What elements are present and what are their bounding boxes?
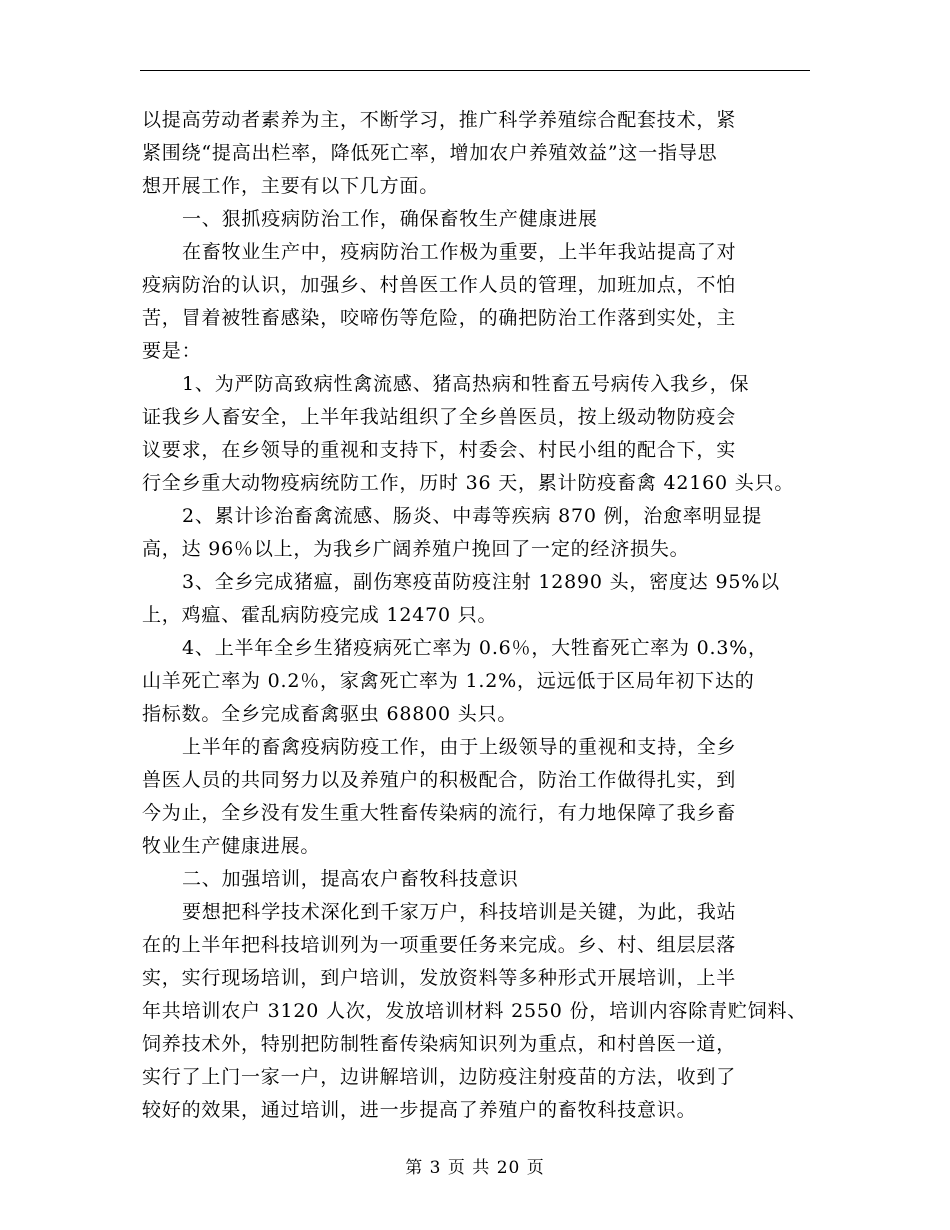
body-text	[142, 104, 832, 1127]
text-line: 较好的效果，通过培训，进一步提高了养殖户的畜牧科技意识。	[142, 1099, 697, 1121]
text-line: 上半年的畜禽疫病防疫工作，由于上级领导的重视和支持，全乡	[182, 736, 737, 758]
text-line: 议要求，在乡领导的重视和支持下，村委会、村民小组的配合下，实	[142, 439, 737, 461]
text-line: 牧业生产健康进展。	[142, 835, 321, 857]
text-line: 饲养技术外，特别把防制牲畜传染病知识列为重点，和村兽医一道，	[142, 1033, 737, 1055]
text-line: 疫病防治的认识，加强乡、村兽医工作人员的管理，加班加点，不怕	[142, 274, 737, 296]
text-line: 一、狠抓疫病防治工作，确保畜牧生产健康进展	[182, 208, 598, 230]
text-line: 高，达 96％以上，为我乡广阔养殖户挽回了一定的经济损失。	[142, 538, 690, 560]
text-line: 要是：	[142, 340, 202, 362]
text-line: 二、加强培训，提高农户畜牧科技意识	[182, 868, 519, 890]
text-line: 4、上半年全乡生猪疫病死亡率为 0.6％，大牲畜死亡率为 0.3%，	[182, 637, 768, 659]
text-line: 在畜牧业生产中，疫病防治工作极为重要，上半年我站提高了对	[182, 241, 737, 263]
page-number-footer: 第 3 页 共 20 页	[405, 1158, 545, 1178]
text-line: 证我乡人畜安全，上半年我站组织了全乡兽医员，按上级动物防疫会	[142, 406, 737, 428]
text-line: 想开展工作，主要有以下几方面。	[142, 175, 440, 197]
text-line: 苦，冒着被牲畜感染，咬啼伤等危险，的确把防治工作落到实处，主	[142, 307, 737, 329]
text-line: 行全乡重大动物疫病统防工作，历时 36 天，累计防疫畜禽 42160 头只。	[142, 472, 795, 494]
text-line: 实，实行现场培训，到户培训，发放资料等多种形式开展培训，上半	[142, 967, 737, 989]
text-line: 指标数。全乡完成畜禽驱虫 68800 头只。	[142, 703, 518, 725]
text-line: 2、累计诊治畜禽流感、肠炎、中毒等疾病 870 例，治愈率明显提	[182, 505, 763, 527]
text-line: 3、全乡完成猪瘟，副伤寒疫苗防疫注射 12890 头，密度达 95%以	[182, 571, 780, 593]
text-line: 紧围绕“提高出栏率，降低死亡率，增加农户养殖效益”这一指导思	[142, 142, 718, 164]
header-rule	[140, 70, 810, 71]
text-line: 1、为严防高致病性禽流感、猪高热病和牲畜五号病传入我乡，保	[182, 373, 750, 395]
text-line: 以提高劳动者素养为主，不断学习，推广科学养殖综合配套技术，紧	[142, 109, 737, 131]
text-line: 在的上半年把科技培训列为一项重要任务来完成。乡、村、组层层落	[142, 934, 737, 956]
text-line: 兽医人员的共同努力以及养殖户的积极配合，防治工作做得扎实，到	[142, 769, 737, 791]
text-line: 上，鸡瘟、霍乱病防疫完成 12470 只。	[142, 604, 498, 626]
text-line: 年共培训农户 3120 人次，发放培训材料 2550 份，培训内容除青贮饲料、	[142, 1000, 808, 1022]
text-line: 今为止，全乡没有发生重大牲畜传染病的流行，有力地保障了我乡畜	[142, 802, 737, 824]
text-line: 山羊死亡率为 0.2％，家禽死亡率为 1.2%，远远低于区局年初下达的	[142, 670, 755, 692]
text-line: 要想把科学技术深化到千家万户，科技培训是关键，为此，我站	[182, 901, 737, 923]
text-line: 实行了上门一家一户，边讲解培训，边防疫注射疫苗的方法，收到了	[142, 1066, 737, 1088]
